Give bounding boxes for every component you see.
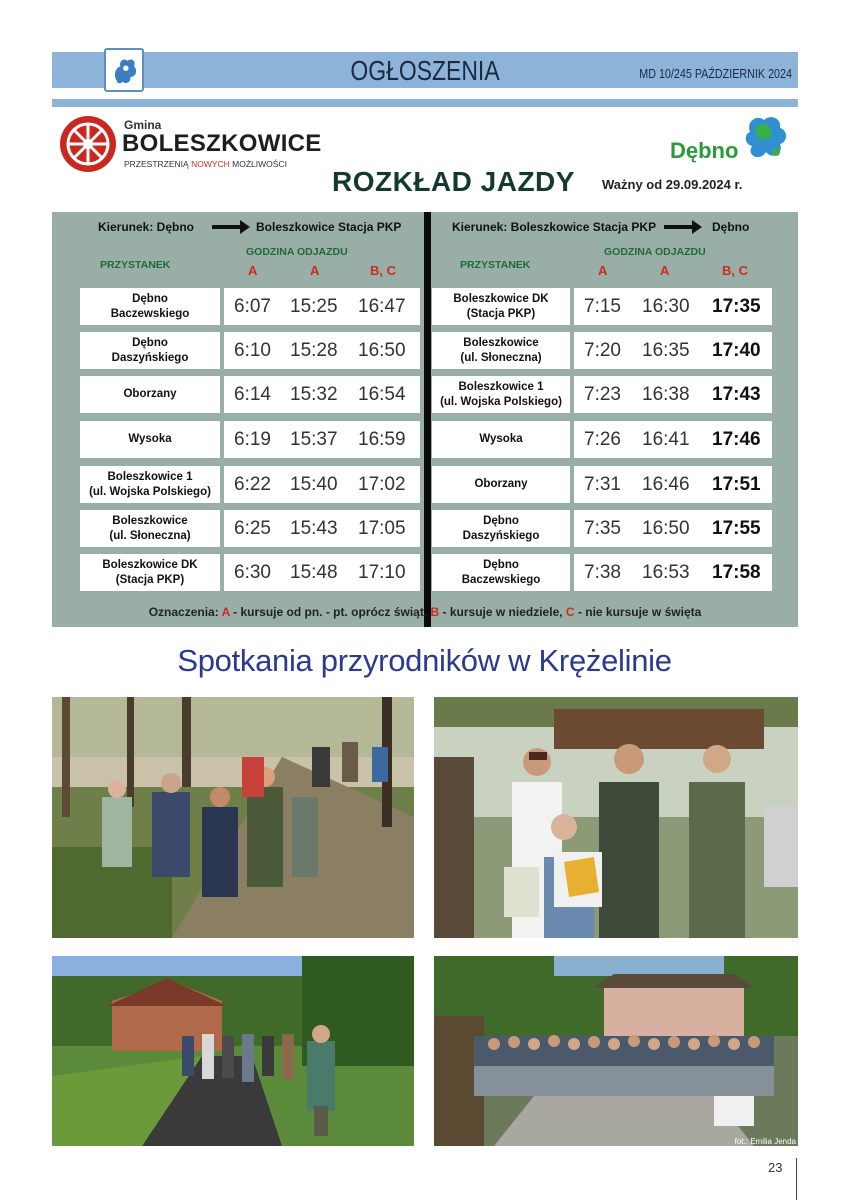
departure-time: 7:15 (584, 295, 621, 317)
departure-time: 16:35 (642, 339, 690, 361)
departure-time: 15:43 (290, 517, 338, 539)
gmina-slogan: PRZESTRZENIĄ NOWYCH MOŻLIWOŚCI (124, 159, 287, 169)
stop-name: Dębno Baczewskiego (432, 554, 570, 591)
section-title: OGŁOSZENIA (350, 55, 500, 86)
departure-times (224, 510, 420, 547)
departure-time: 6:22 (234, 473, 271, 495)
left-col-bc: B, C (370, 263, 396, 278)
right-direction-from: Kierunek: Boleszkowice Stacja PKP (452, 220, 657, 234)
departure-time: 7:20 (584, 339, 621, 361)
photo-walk-road (52, 956, 414, 1146)
photo-award-group (434, 697, 798, 938)
header-rule (52, 99, 798, 107)
stop-name: Boleszkowice DK (Stacja PKP) (432, 288, 570, 325)
departure-time: 15:37 (290, 428, 338, 450)
left-departure-label: GODZINA ODJAZDU (246, 246, 348, 258)
photo-hikers-forest (52, 697, 414, 938)
direction-divider (424, 212, 431, 627)
right-col-a1: A (598, 263, 608, 278)
gmina-name: BOLESZKOWICE (122, 130, 322, 157)
stop-name: Dębno Baczewskiego (80, 288, 220, 325)
departure-time: 17:02 (358, 473, 406, 495)
departure-time: 6:10 (234, 339, 271, 361)
stop-name: Wysoka (432, 421, 570, 458)
stop-name: Dębno Daszyńskiego (432, 510, 570, 547)
right-arrow-icon (664, 225, 694, 229)
stop-name: Boleszkowice (ul. Słoneczna) (80, 510, 220, 547)
departure-time: 17:40 (712, 339, 761, 361)
gmina-wheel-logo-icon (58, 114, 118, 174)
departure-time: 7:35 (584, 517, 621, 539)
departure-time: 17:55 (712, 517, 761, 539)
departure-times (224, 376, 420, 413)
left-direction-to: Boleszkowice Stacja PKP (256, 220, 402, 234)
timetable-title: ROZKŁAD JAZDY (332, 166, 575, 197)
right-col-a2: A (660, 263, 670, 278)
departure-time: 17:35 (712, 295, 761, 317)
left-stop-label: PRZYSTANEK (100, 259, 171, 271)
page-number: 23 (768, 1160, 783, 1175)
valid-from: Ważny od 29.09.2024 r. (602, 177, 743, 192)
departure-time: 16:50 (358, 339, 406, 361)
departure-time: 6:07 (234, 295, 271, 317)
departure-time: 15:28 (290, 339, 338, 361)
departure-times (224, 332, 420, 369)
departure-time: 16:54 (358, 383, 406, 405)
departure-time: 15:48 (290, 561, 338, 583)
departure-time: 16:53 (642, 561, 690, 583)
timetable-poster (52, 108, 798, 627)
legend: Oznaczenia: A - kursuje od pn. - pt. oprócz świąt, B - kursuje w niedziele, C - nie kursuje w święta (148, 605, 702, 619)
departure-time: 17:58 (712, 561, 761, 583)
stop-name: Boleszkowice 1 (ul. Wojska Polskiego) (80, 466, 220, 503)
departure-time: 7:23 (584, 383, 621, 405)
right-direction-to: Dębno (712, 220, 750, 234)
departure-time: 17:05 (358, 517, 406, 539)
departure-time: 7:38 (584, 561, 621, 583)
magazine-logo-icon (104, 48, 144, 92)
photo-credit: fot.: Emilia Jenda (734, 1137, 796, 1146)
departure-time: 6:25 (234, 517, 271, 539)
departure-time: 15:25 (290, 295, 338, 317)
departure-times (574, 421, 772, 458)
gmina-label: Gmina (124, 118, 162, 132)
departure-times (574, 288, 772, 325)
left-col-a1: A (248, 263, 258, 278)
departure-time: 16:59 (358, 428, 406, 450)
departure-time: 6:14 (234, 383, 271, 405)
departure-times (574, 376, 772, 413)
departure-times (574, 554, 772, 591)
departure-time: 6:19 (234, 428, 271, 450)
left-direction-from: Kierunek: Dębno (98, 220, 195, 234)
stop-name: Oborzany (80, 376, 220, 413)
departure-time: 17:10 (358, 561, 406, 583)
departure-times (224, 466, 420, 503)
stop-name: Boleszkowice DK (Stacja PKP) (80, 554, 220, 591)
departure-time: 15:32 (290, 383, 338, 405)
departure-time: 17:46 (712, 428, 761, 450)
departure-times (574, 332, 772, 369)
departure-time: 16:41 (642, 428, 690, 450)
page-number-rule (796, 1158, 797, 1200)
article-title: Spotkania przyrodników w Krężelinie (177, 643, 672, 678)
departure-time: 17:43 (712, 383, 761, 405)
right-col-bc: B, C (722, 263, 748, 278)
stop-name: Wysoka (80, 421, 220, 458)
departure-time: 16:38 (642, 383, 690, 405)
departure-time: 15:40 (290, 473, 338, 495)
stop-name: Dębno Daszyńskiego (80, 332, 220, 369)
departure-time: 16:30 (642, 295, 690, 317)
stop-name: Boleszkowice (ul. Słoneczna) (432, 332, 570, 369)
departure-time: 16:46 (642, 473, 690, 495)
departure-times (224, 288, 420, 325)
right-departure-label: GODZINA ODJAZDU (604, 246, 706, 258)
stop-name: Boleszkowice 1 (ul. Wojska Polskiego) (432, 376, 570, 413)
departure-time: 7:31 (584, 473, 621, 495)
departure-time: 17:51 (712, 473, 761, 495)
departure-times (574, 510, 772, 547)
departure-time: 16:50 (642, 517, 690, 539)
departure-times (574, 466, 772, 503)
departure-time: 16:47 (358, 295, 406, 317)
debno-label: Dębno (670, 138, 739, 163)
issue-label: MD 10/245 PAŹDZIERNIK 2024 (639, 67, 792, 81)
right-stop-label: PRZYSTANEK (460, 259, 531, 271)
departure-time: 6:30 (234, 561, 271, 583)
departure-time: 7:26 (584, 428, 621, 450)
left-arrow-icon (212, 225, 242, 229)
left-col-a2: A (310, 263, 320, 278)
stop-name: Oborzany (432, 466, 570, 503)
departure-times (224, 421, 420, 458)
photo-group-building (434, 956, 798, 1146)
departure-times (224, 554, 420, 591)
debno-logo-icon (740, 112, 792, 166)
